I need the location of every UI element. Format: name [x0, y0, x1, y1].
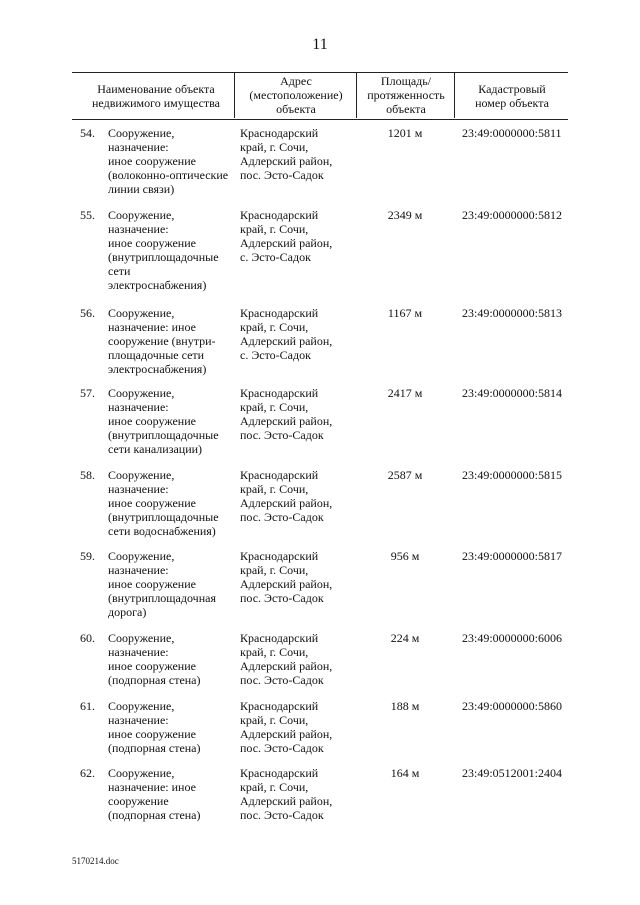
object-address: Краснодарский край, г. Сочи, Адлерский район, с. Эсто-Садок — [240, 306, 333, 362]
object-name: Сооружение, назначение: иное сооружение (внутри- площадочные сети электроснабжения) — [108, 306, 216, 376]
object-address: Краснодарский край, г. Сочи, Адлерский район, пос. Эсто-Садок — [240, 126, 333, 182]
header-name: Наименование объекта недвижимого имущества — [92, 82, 220, 110]
object-name: Сооружение, назначение: иное сооружение (внутриплощадочные сети канализации) — [108, 386, 219, 456]
row-number: 58. — [80, 468, 95, 482]
object-name: Сооружение, назначение: иное сооружение (подпорная стена) — [108, 631, 201, 687]
footer-filename: 5170214.doc — [72, 856, 119, 866]
object-name: Сооружение, назначение: иное сооружение (внутриплощадочные сети электроснабжения) — [108, 208, 219, 292]
object-name: Сооружение, назначение: иное сооружение (внутриплощадочные сети водоснабжения) — [108, 468, 219, 538]
object-area: 164 м — [390, 766, 420, 780]
cadastral-number: 23:49:0000000:5812 — [462, 208, 563, 222]
header-area: Площадь/ протяженность объекта — [367, 74, 445, 116]
cadastral-number: 23:49:0000000:5814 — [462, 386, 563, 400]
object-area: 956 м — [390, 549, 420, 563]
cadastral-number: 23:49:0512001:2404 — [462, 766, 563, 780]
object-name: Сооружение, назначение: иное сооружение (волоконно-оптические линии связи) — [108, 126, 229, 196]
header-separator — [356, 72, 357, 118]
object-address: Краснодарский край, г. Сочи, Адлерский район, пос. Эсто-Садок — [240, 549, 333, 605]
object-area: 1201 м — [387, 126, 423, 140]
page-number: 11 — [312, 36, 328, 53]
object-area: 224 м — [390, 631, 420, 645]
cadastral-number: 23:49:0000000:5817 — [462, 549, 563, 563]
object-address: Краснодарский край, г. Сочи, Адлерский район, пос. Эсто-Садок — [240, 631, 333, 687]
object-area: 1167 м — [387, 306, 423, 320]
object-name: Сооружение, назначение: иное сооружение (подпорная стена) — [108, 699, 201, 755]
object-name: Сооружение, назначение: иное сооружение (внутриплощадочная дорога) — [108, 549, 216, 619]
header-separator — [234, 72, 235, 118]
cadastral-number: 23:49:0000000:5860 — [462, 699, 563, 713]
object-address: Краснодарский край, г. Сочи, Адлерский район, пос. Эсто-Садок — [240, 386, 333, 442]
cadastral-number: 23:49:0000000:5813 — [462, 306, 563, 320]
row-number: 60. — [80, 631, 95, 645]
object-address: Краснодарский край, г. Сочи, Адлерский район, пос. Эсто-Садок — [240, 699, 333, 755]
header-top-rule — [72, 72, 568, 73]
cadastral-number: 23:49:0000000:5815 — [462, 468, 563, 482]
row-number: 54. — [80, 126, 95, 140]
object-area: 2417 м — [387, 386, 423, 400]
object-address: Краснодарский край, г. Сочи, Адлерский район, пос. Эсто-Садок — [240, 468, 333, 524]
object-area: 2349 м — [387, 208, 423, 222]
object-area: 188 м — [390, 699, 420, 713]
object-area: 2587 м — [387, 468, 423, 482]
row-number: 55. — [80, 208, 95, 222]
object-address: Краснодарский край, г. Сочи, Адлерский район, пос. Эсто-Садок — [240, 766, 333, 822]
object-address: Краснодарский край, г. Сочи, Адлерский район, с. Эсто-Садок — [240, 208, 333, 264]
cadastral-number: 23:49:0000000:6006 — [462, 631, 563, 645]
header-cadastral: Кадастровый номер объекта — [475, 82, 549, 110]
header-bottom-rule — [72, 119, 568, 120]
row-number: 56. — [80, 306, 95, 320]
row-number: 62. — [80, 766, 95, 780]
header-address: Адрес (местоположение) объекта — [249, 74, 343, 116]
object-name: Сооружение, назначение: иное сооружение (подпорная стена) — [108, 766, 201, 822]
row-number: 57. — [80, 386, 95, 400]
row-number: 59. — [80, 549, 95, 563]
row-number: 61. — [80, 699, 95, 713]
cadastral-number: 23:49:0000000:5811 — [462, 126, 562, 140]
header-separator — [454, 72, 455, 118]
